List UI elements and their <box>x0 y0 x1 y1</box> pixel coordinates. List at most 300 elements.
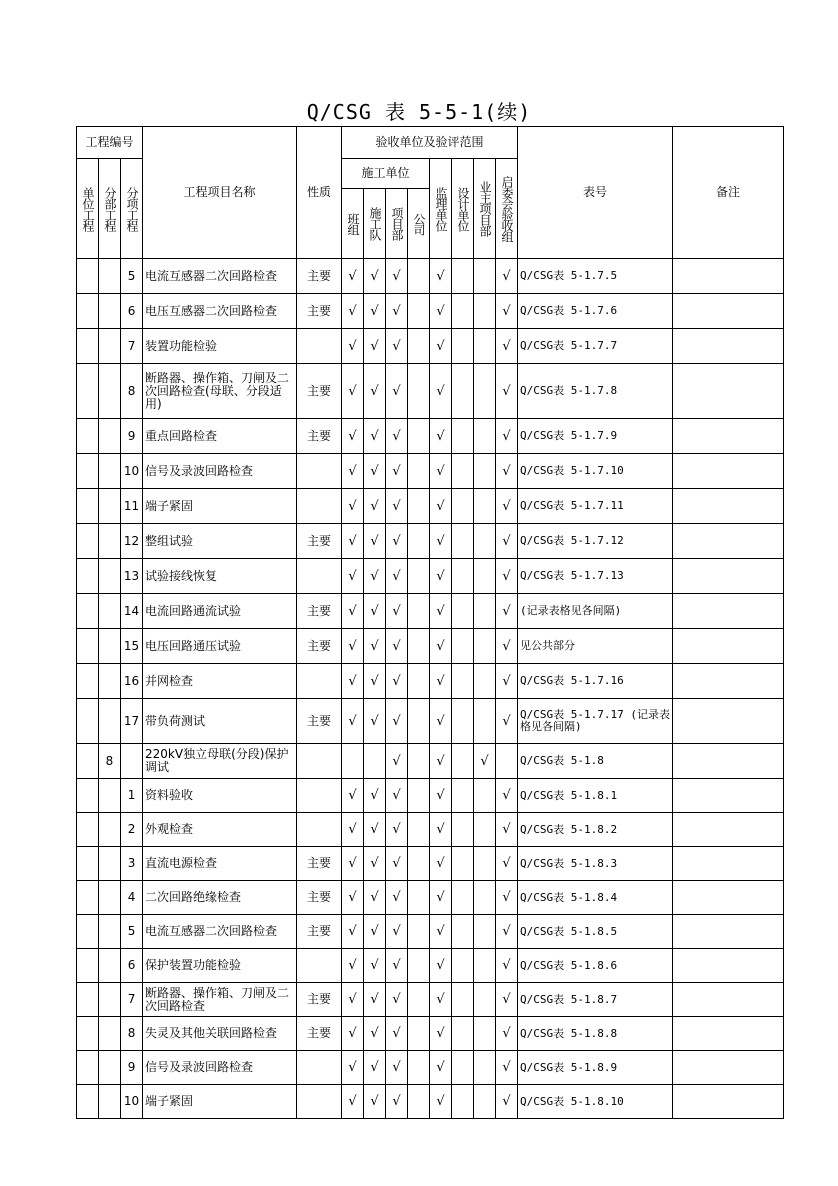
check-mark: √ <box>430 881 452 915</box>
unit-project-cell <box>77 813 99 847</box>
empty-check-cell <box>474 699 496 744</box>
remark-cell <box>673 294 784 329</box>
form-no-cell: Q/CSG表 5-1.8.3 <box>518 847 673 881</box>
check-mark: √ <box>386 847 408 881</box>
check-mark: √ <box>430 915 452 949</box>
division-project-cell <box>99 1051 121 1085</box>
check-mark: √ <box>342 524 364 559</box>
unit-project-cell <box>77 629 99 664</box>
remark-cell <box>673 1051 784 1085</box>
nature-cell <box>297 559 342 594</box>
item-name-cell: 端子紧固 <box>143 489 297 524</box>
empty-check-cell <box>474 629 496 664</box>
form-no-cell: Q/CSG表 5-1.7.16 <box>518 664 673 699</box>
form-no-cell: Q/CSG表 5-1.8.5 <box>518 915 673 949</box>
unit-project-cell <box>77 664 99 699</box>
empty-check-cell <box>408 847 430 881</box>
item-project-cell: 3 <box>121 847 143 881</box>
empty-check-cell <box>452 813 474 847</box>
table-row <box>77 881 784 915</box>
table-row <box>77 664 784 699</box>
item-name-cell: 资料验收 <box>143 779 297 813</box>
empty-check-cell <box>452 559 474 594</box>
remark-cell <box>673 364 784 419</box>
division-project-cell <box>99 915 121 949</box>
unit-project-cell <box>77 259 99 294</box>
check-mark: √ <box>342 1085 364 1119</box>
empty-check-cell <box>452 294 474 329</box>
nature-cell: 主要 <box>297 364 342 419</box>
item-name-cell: 断路器、操作箱、刀闸及二次回路检查 <box>143 983 297 1017</box>
check-mark: √ <box>386 983 408 1017</box>
division-project-cell <box>99 1085 121 1119</box>
nature-cell: 主要 <box>297 881 342 915</box>
check-mark: √ <box>386 419 408 454</box>
header-company: 公司 <box>412 212 427 235</box>
item-name-cell: 电流互感器二次回路检查 <box>143 915 297 949</box>
check-mark: √ <box>430 813 452 847</box>
item-name-cell: 保护装置功能检验 <box>143 949 297 983</box>
check-mark: √ <box>342 489 364 524</box>
empty-check-cell <box>452 594 474 629</box>
empty-check-cell <box>452 259 474 294</box>
item-name-cell: 带负荷测试 <box>143 699 297 744</box>
division-project-cell <box>99 364 121 419</box>
remark-cell <box>673 881 784 915</box>
remark-cell <box>673 915 784 949</box>
check-mark: √ <box>386 329 408 364</box>
unit-project-cell <box>77 983 99 1017</box>
empty-check-cell <box>474 779 496 813</box>
item-project-cell: 5 <box>121 259 143 294</box>
empty-check-cell <box>452 949 474 983</box>
check-mark: √ <box>430 419 452 454</box>
item-project-cell: 10 <box>121 454 143 489</box>
check-mark: √ <box>430 779 452 813</box>
check-mark: √ <box>386 881 408 915</box>
empty-check-cell <box>452 329 474 364</box>
check-mark: √ <box>386 259 408 294</box>
empty-check-cell <box>408 489 430 524</box>
check-mark: √ <box>496 664 518 699</box>
remark-cell <box>673 813 784 847</box>
item-name-cell: 信号及录波回路检查 <box>143 1051 297 1085</box>
remark-cell <box>673 1017 784 1051</box>
nature-cell <box>297 1051 342 1085</box>
check-mark: √ <box>386 364 408 419</box>
item-project-cell: 12 <box>121 524 143 559</box>
form-no-cell: Q/CSG表 5-1.8.1 <box>518 779 673 813</box>
nature-cell: 主要 <box>297 1017 342 1051</box>
item-name-cell: 重点回路检查 <box>143 419 297 454</box>
form-no-cell: 见公共部分 <box>518 629 673 664</box>
empty-check-cell <box>408 1017 430 1051</box>
form-no-cell: Q/CSG表 5-1.7.17 (记录表格见各间隔) <box>518 699 673 744</box>
check-mark: √ <box>386 294 408 329</box>
check-mark: √ <box>386 779 408 813</box>
check-mark: √ <box>342 779 364 813</box>
empty-check-cell <box>408 454 430 489</box>
empty-check-cell <box>474 847 496 881</box>
empty-check-cell <box>474 454 496 489</box>
empty-check-cell <box>452 1051 474 1085</box>
unit-project-cell <box>77 294 99 329</box>
item-name-cell: 电流互感器二次回路检查 <box>143 259 297 294</box>
division-project-cell <box>99 983 121 1017</box>
empty-check-cell <box>474 594 496 629</box>
header-committee: 启委会验收组 <box>500 175 515 242</box>
table-row <box>77 419 784 454</box>
division-project-cell: 8 <box>99 744 121 779</box>
item-name-cell: 220kV独立母联(分段)保护调试 <box>143 744 297 779</box>
item-project-cell: 9 <box>121 419 143 454</box>
division-project-cell <box>99 294 121 329</box>
check-mark: √ <box>496 1051 518 1085</box>
unit-project-cell <box>77 1017 99 1051</box>
check-mark: √ <box>496 294 518 329</box>
nature-cell: 主要 <box>297 259 342 294</box>
division-project-cell <box>99 489 121 524</box>
check-mark: √ <box>342 881 364 915</box>
header-division-project: 分部工程 <box>103 186 117 231</box>
nature-cell <box>297 744 342 779</box>
check-mark: √ <box>342 629 364 664</box>
empty-check-cell <box>474 364 496 419</box>
remark-cell <box>673 329 784 364</box>
table-row <box>77 779 784 813</box>
check-mark: √ <box>364 259 386 294</box>
unit-project-cell <box>77 744 99 779</box>
check-mark: √ <box>342 454 364 489</box>
check-mark: √ <box>386 813 408 847</box>
empty-check-cell <box>342 744 364 779</box>
empty-check-cell <box>452 847 474 881</box>
check-mark: √ <box>430 524 452 559</box>
remark-cell <box>673 454 784 489</box>
unit-project-cell <box>77 594 99 629</box>
form-no-cell: Q/CSG表 5-1.8.10 <box>518 1085 673 1119</box>
check-mark: √ <box>430 594 452 629</box>
check-mark: √ <box>496 847 518 881</box>
header-construction-unit: 施工单位 <box>342 159 430 189</box>
unit-project-cell <box>77 949 99 983</box>
empty-check-cell <box>408 949 430 983</box>
unit-project-cell <box>77 329 99 364</box>
empty-check-cell <box>474 881 496 915</box>
check-mark: √ <box>386 629 408 664</box>
check-mark: √ <box>342 847 364 881</box>
check-mark: √ <box>364 699 386 744</box>
empty-check-cell <box>496 744 518 779</box>
unit-project-cell <box>77 489 99 524</box>
header-unit-project: 单位工程 <box>81 186 95 231</box>
check-mark: √ <box>386 664 408 699</box>
remark-cell <box>673 699 784 744</box>
item-name-cell: 断路器、操作箱、刀闸及二次回路检查(母联、分段适用) <box>143 364 297 419</box>
unit-project-cell <box>77 524 99 559</box>
table-row <box>77 1017 784 1051</box>
table-row <box>77 454 784 489</box>
empty-check-cell <box>408 779 430 813</box>
check-mark: √ <box>342 419 364 454</box>
empty-check-cell <box>452 779 474 813</box>
unit-project-cell <box>77 1051 99 1085</box>
remark-cell <box>673 629 784 664</box>
check-mark: √ <box>386 699 408 744</box>
empty-check-cell <box>452 881 474 915</box>
empty-check-cell <box>452 744 474 779</box>
check-mark: √ <box>496 454 518 489</box>
empty-check-cell <box>474 329 496 364</box>
check-mark: √ <box>386 1051 408 1085</box>
check-mark: √ <box>496 419 518 454</box>
form-no-cell: Q/CSG表 5-1.7.8 <box>518 364 673 419</box>
header-project-code: 工程编号 <box>77 127 143 159</box>
check-mark: √ <box>342 949 364 983</box>
table-row <box>77 489 784 524</box>
form-no-cell: Q/CSG表 5-1.8 <box>518 744 673 779</box>
remark-cell <box>673 594 784 629</box>
check-mark: √ <box>364 594 386 629</box>
empty-check-cell <box>408 915 430 949</box>
form-no-cell: Q/CSG表 5-1.8.4 <box>518 881 673 915</box>
item-project-cell: 7 <box>121 329 143 364</box>
header-remarks: 备注 <box>673 127 784 259</box>
check-mark: √ <box>386 1017 408 1051</box>
empty-check-cell <box>474 983 496 1017</box>
empty-check-cell <box>474 813 496 847</box>
item-project-cell: 4 <box>121 881 143 915</box>
division-project-cell <box>99 329 121 364</box>
table-row <box>77 813 784 847</box>
check-mark: √ <box>386 559 408 594</box>
empty-check-cell <box>452 629 474 664</box>
check-mark: √ <box>430 629 452 664</box>
item-name-cell: 失灵及其他关联回路检查 <box>143 1017 297 1051</box>
check-mark: √ <box>430 294 452 329</box>
division-project-cell <box>99 881 121 915</box>
unit-project-cell <box>77 881 99 915</box>
check-mark: √ <box>364 489 386 524</box>
empty-check-cell <box>408 629 430 664</box>
check-mark: √ <box>430 1085 452 1119</box>
form-no-cell: Q/CSG表 5-1.8.8 <box>518 1017 673 1051</box>
nature-cell: 主要 <box>297 524 342 559</box>
check-mark: √ <box>496 524 518 559</box>
table-row <box>77 329 784 364</box>
form-no-cell: Q/CSG表 5-1.7.9 <box>518 419 673 454</box>
division-project-cell <box>99 454 121 489</box>
nature-cell <box>297 489 342 524</box>
header-supervision: 监理单位 <box>434 186 449 231</box>
check-mark: √ <box>342 699 364 744</box>
check-mark: √ <box>386 454 408 489</box>
check-mark: √ <box>496 259 518 294</box>
nature-cell: 主要 <box>297 629 342 664</box>
header-project-dept: 项目部 <box>390 207 405 240</box>
check-mark: √ <box>430 847 452 881</box>
check-mark: √ <box>430 559 452 594</box>
nature-cell: 主要 <box>297 594 342 629</box>
unit-project-cell <box>77 915 99 949</box>
check-mark: √ <box>364 329 386 364</box>
nature-cell <box>297 664 342 699</box>
check-mark: √ <box>496 629 518 664</box>
empty-check-cell <box>474 1017 496 1051</box>
header-nature: 性质 <box>297 127 342 259</box>
form-no-cell: Q/CSG表 5-1.8.9 <box>518 1051 673 1085</box>
check-mark: √ <box>430 664 452 699</box>
table-row <box>77 915 784 949</box>
check-mark: √ <box>496 329 518 364</box>
item-name-cell: 整组试验 <box>143 524 297 559</box>
item-project-cell: 11 <box>121 489 143 524</box>
check-mark: √ <box>364 779 386 813</box>
empty-check-cell <box>408 1051 430 1085</box>
table-row <box>77 699 784 744</box>
remark-cell <box>673 259 784 294</box>
empty-check-cell <box>408 559 430 594</box>
item-project-cell: 16 <box>121 664 143 699</box>
table-row <box>77 364 784 419</box>
empty-check-cell <box>452 1085 474 1119</box>
check-mark: √ <box>430 364 452 419</box>
form-no-cell: Q/CSG表 5-1.7.5 <box>518 259 673 294</box>
remark-cell <box>673 949 784 983</box>
form-no-cell: Q/CSG表 5-1.7.10 <box>518 454 673 489</box>
division-project-cell <box>99 699 121 744</box>
empty-check-cell <box>474 419 496 454</box>
header-item-name: 工程项目名称 <box>143 127 297 259</box>
item-name-cell: 电压回路通压试验 <box>143 629 297 664</box>
nature-cell <box>297 779 342 813</box>
check-mark: √ <box>496 699 518 744</box>
division-project-cell <box>99 847 121 881</box>
item-project-cell: 6 <box>121 949 143 983</box>
header-item-project: 分项工程 <box>125 186 140 231</box>
table-row <box>77 524 784 559</box>
empty-check-cell <box>452 664 474 699</box>
nature-cell <box>297 813 342 847</box>
nature-cell <box>297 329 342 364</box>
check-mark: √ <box>496 949 518 983</box>
table-row <box>77 949 784 983</box>
check-mark: √ <box>430 699 452 744</box>
division-project-cell <box>99 419 121 454</box>
check-mark: √ <box>496 364 518 419</box>
nature-cell <box>297 949 342 983</box>
check-mark: √ <box>364 1017 386 1051</box>
division-project-cell <box>99 949 121 983</box>
empty-check-cell <box>474 259 496 294</box>
check-mark: √ <box>496 915 518 949</box>
acceptance-table <box>76 126 784 1119</box>
empty-check-cell <box>452 524 474 559</box>
nature-cell: 主要 <box>297 419 342 454</box>
item-project-cell: 13 <box>121 559 143 594</box>
remark-cell <box>673 664 784 699</box>
empty-check-cell <box>452 1017 474 1051</box>
header-design: 设计单位 <box>456 186 471 231</box>
check-mark: √ <box>364 983 386 1017</box>
check-mark: √ <box>364 664 386 699</box>
empty-check-cell <box>408 664 430 699</box>
check-mark: √ <box>496 1017 518 1051</box>
empty-check-cell <box>408 419 430 454</box>
header-acceptance-scope: 验收单位及验评范围 <box>342 127 518 159</box>
item-project-cell: 10 <box>121 1085 143 1119</box>
check-mark: √ <box>342 1051 364 1085</box>
form-no-cell: Q/CSG表 5-1.7.6 <box>518 294 673 329</box>
header-team: 班组 <box>346 212 361 235</box>
unit-project-cell <box>77 559 99 594</box>
division-project-cell <box>99 1017 121 1051</box>
check-mark: √ <box>342 983 364 1017</box>
table-row <box>77 744 784 779</box>
division-project-cell <box>99 664 121 699</box>
check-mark: √ <box>364 949 386 983</box>
form-no-cell: (记录表格见各间隔) <box>518 594 673 629</box>
item-project-cell: 5 <box>121 915 143 949</box>
item-project-cell <box>121 744 143 779</box>
item-project-cell: 8 <box>121 364 143 419</box>
nature-cell: 主要 <box>297 699 342 744</box>
empty-check-cell <box>474 294 496 329</box>
form-no-cell: Q/CSG表 5-1.7.7 <box>518 329 673 364</box>
division-project-cell <box>99 629 121 664</box>
check-mark: √ <box>364 419 386 454</box>
item-name-cell: 二次回路绝缘检查 <box>143 881 297 915</box>
item-project-cell: 9 <box>121 1051 143 1085</box>
nature-cell <box>297 454 342 489</box>
item-name-cell: 试验接线恢复 <box>143 559 297 594</box>
check-mark: √ <box>386 744 408 779</box>
item-name-cell: 端子紧固 <box>143 1085 297 1119</box>
empty-check-cell <box>408 744 430 779</box>
check-mark: √ <box>430 744 452 779</box>
empty-check-cell <box>408 813 430 847</box>
table-row <box>77 259 784 294</box>
check-mark: √ <box>386 489 408 524</box>
item-name-cell: 电压互感器二次回路检查 <box>143 294 297 329</box>
check-mark: √ <box>386 915 408 949</box>
check-mark: √ <box>364 364 386 419</box>
remark-cell <box>673 524 784 559</box>
empty-check-cell <box>364 744 386 779</box>
check-mark: √ <box>342 364 364 419</box>
item-project-cell: 17 <box>121 699 143 744</box>
division-project-cell <box>99 559 121 594</box>
unit-project-cell <box>77 419 99 454</box>
table-row <box>77 983 784 1017</box>
empty-check-cell <box>452 489 474 524</box>
empty-check-cell <box>452 454 474 489</box>
unit-project-cell <box>77 1085 99 1119</box>
remark-cell <box>673 744 784 779</box>
form-no-cell: Q/CSG表 5-1.8.7 <box>518 983 673 1017</box>
remark-cell <box>673 559 784 594</box>
check-mark: √ <box>496 983 518 1017</box>
table-row <box>77 1085 784 1119</box>
empty-check-cell <box>408 594 430 629</box>
check-mark: √ <box>364 881 386 915</box>
check-mark: √ <box>496 489 518 524</box>
page-title: Q/CSG 表 5-5-1(续) <box>306 100 532 124</box>
empty-check-cell <box>452 364 474 419</box>
check-mark: √ <box>364 915 386 949</box>
item-name-cell: 信号及录波回路检查 <box>143 454 297 489</box>
empty-check-cell <box>408 881 430 915</box>
